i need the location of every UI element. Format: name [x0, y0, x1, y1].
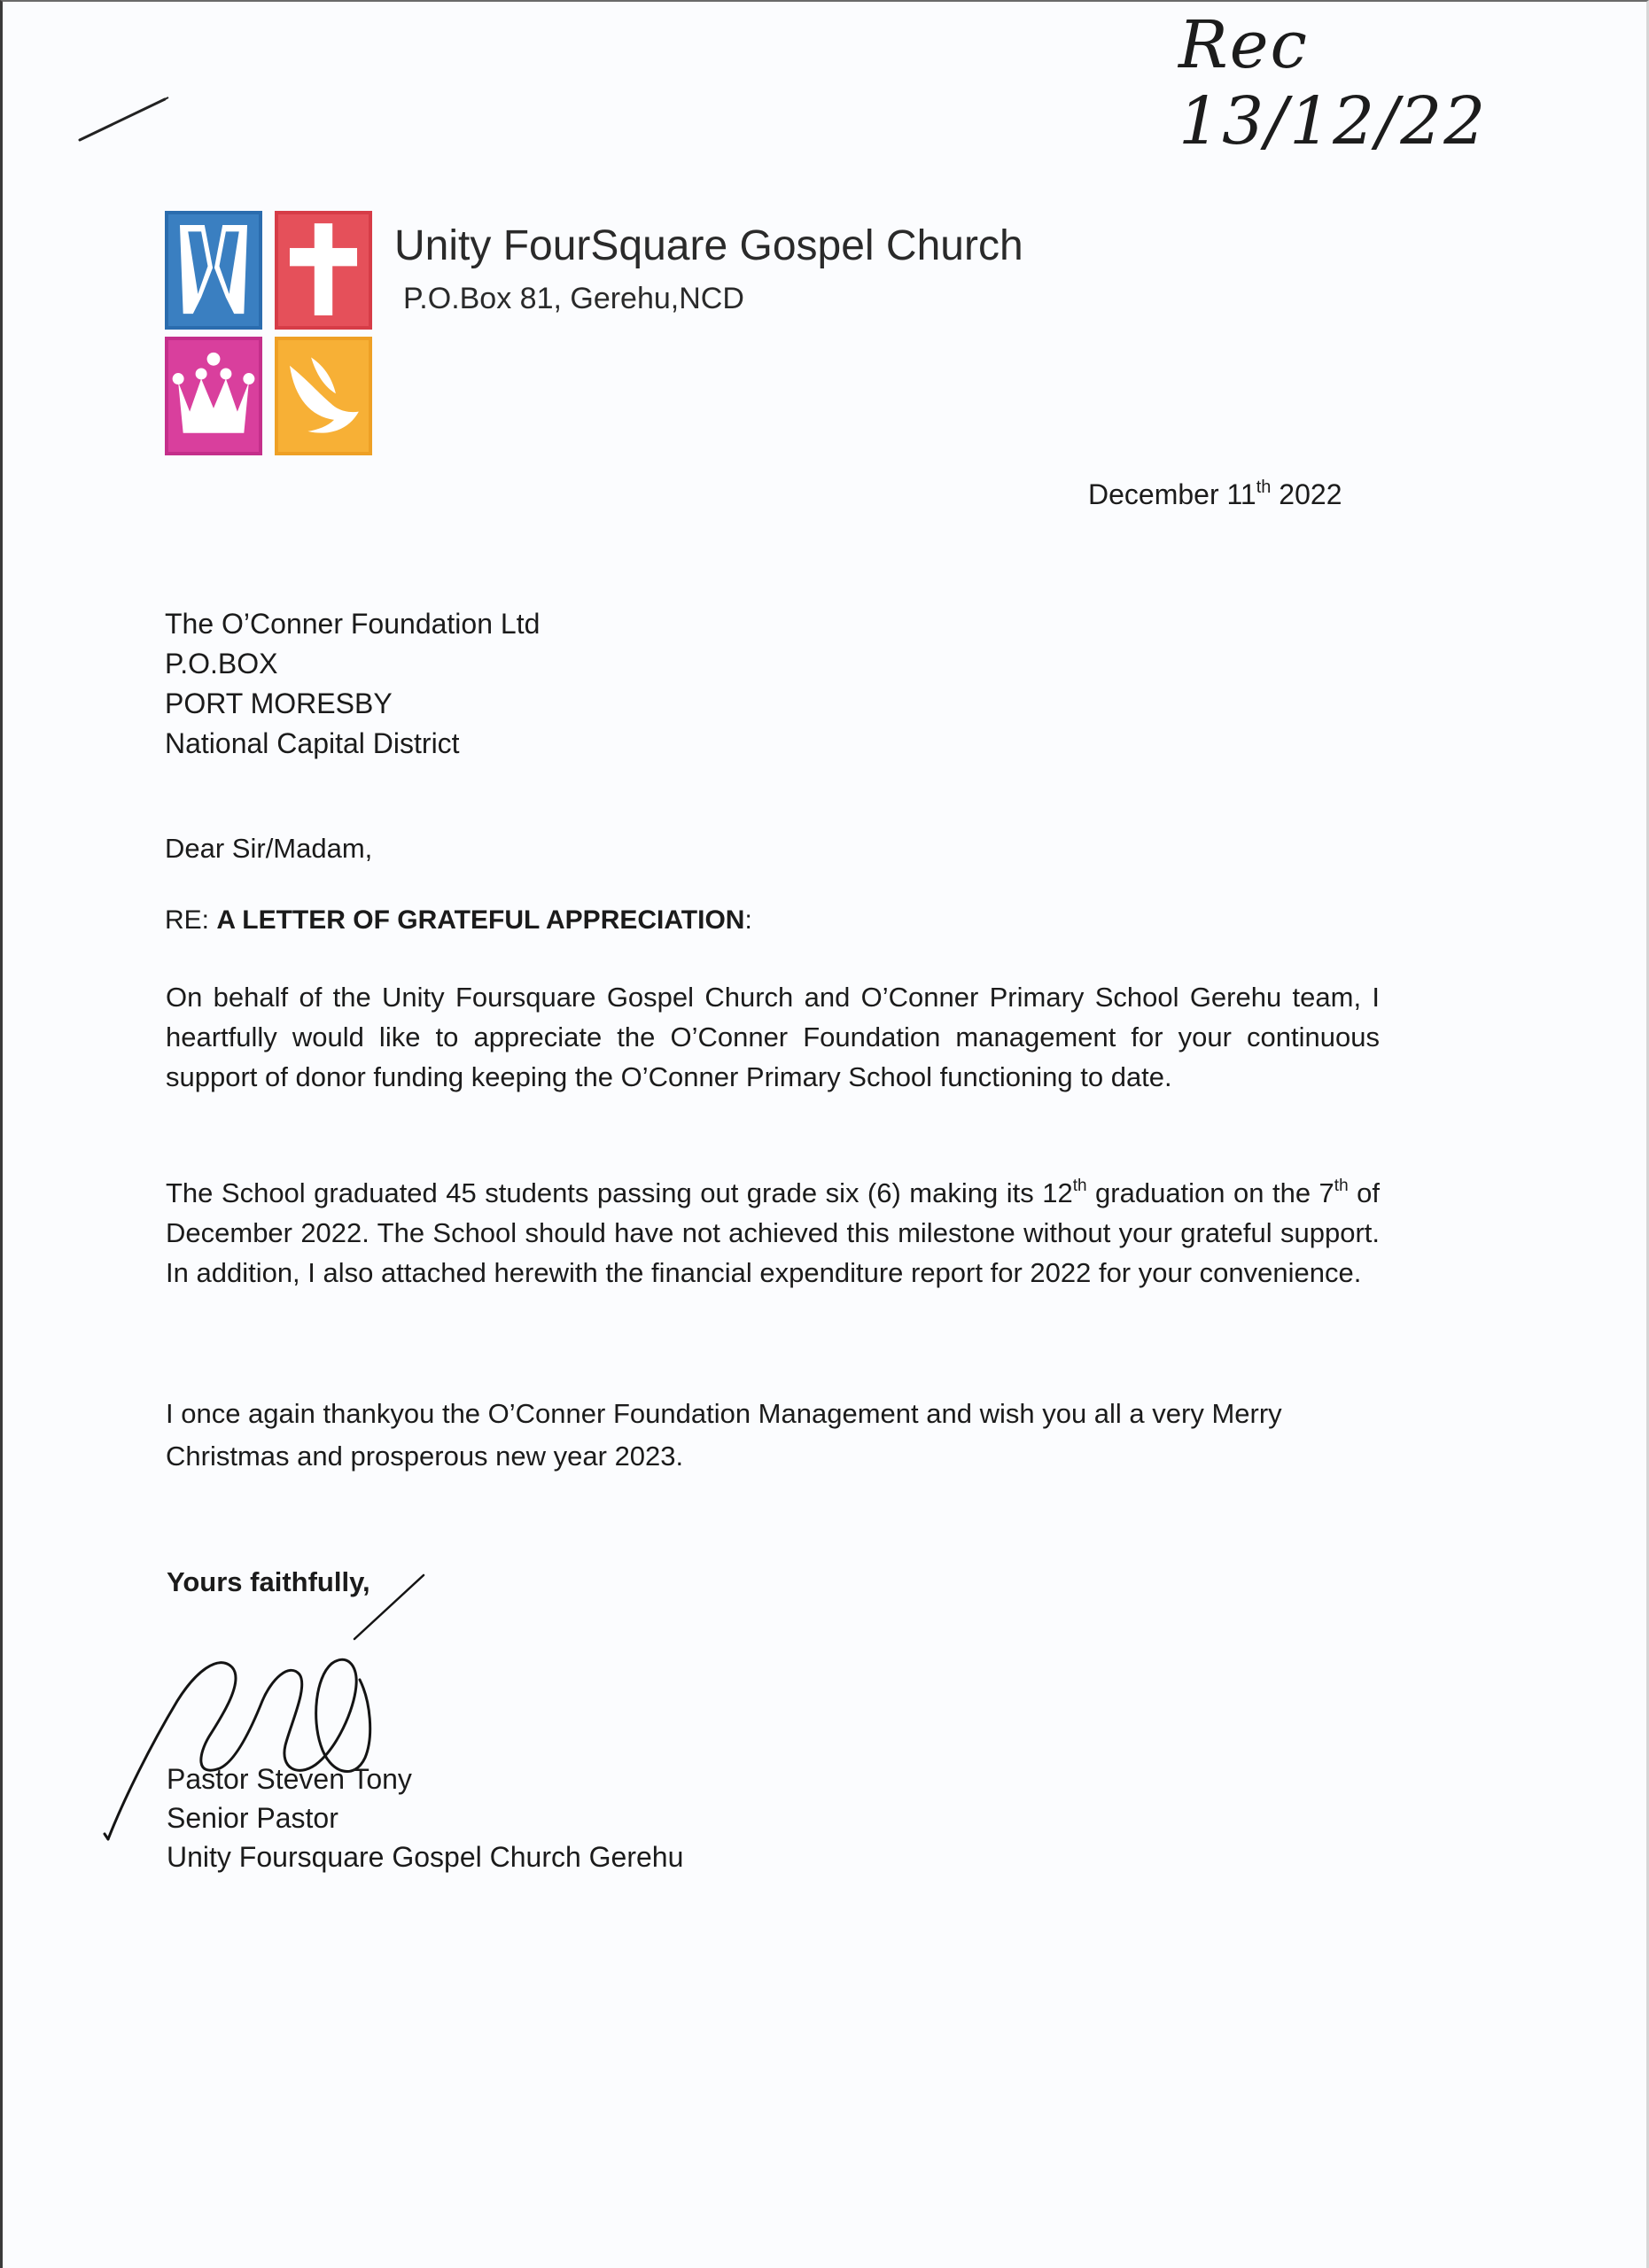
subject-line [165, 905, 752, 936]
date-prefix: December 11 [1088, 478, 1256, 510]
paragraph-text: graduation on the 7 [1086, 1177, 1334, 1208]
salutation: Dear Sir/Madam, [165, 833, 373, 864]
paragraph-text: of December 2022. The School should have not achieved this milestone without your grateful support. In addition, I also attached herewith the financial expenditure report for 2022 for your convenience. [166, 1177, 1380, 1288]
signatory-block [167, 1759, 683, 1876]
date-year: 2022 [1271, 478, 1342, 510]
ordinal-suffix: th [1334, 1177, 1349, 1195]
subject-prefix: RE: [165, 905, 217, 935]
organization-name: Unity FourSquare Gospel Church [394, 222, 1023, 269]
organization-address: P.O.Box 81, Gerehu,NCD [403, 282, 744, 315]
body-paragraph: On behalf of the Unity Foursquare Gospel Church and O’Conner Primary School Gerehu team, I heartfully would like to appreciate the O’Conner Foundation management for your continuous support of donor funding keeping the O’Conner Primary School functioning to date. [166, 982, 1380, 1092]
pen-mark [76, 92, 174, 145]
crown-icon [165, 337, 262, 455]
signatory-name: Pastor Steven Tony [167, 1763, 412, 1795]
date-suffix: th [1256, 478, 1272, 497]
subject-title: A LETTER OF GRATEFUL APPRECIATION [216, 905, 745, 935]
signatory-organization: Unity Foursquare Gospel Church Gerehu [167, 1841, 684, 1873]
dove-icon [275, 337, 372, 455]
cup-icon [165, 211, 262, 330]
recipient-line: PORT MORESBY [165, 687, 393, 719]
closing: Yours faithfully, [167, 1566, 370, 1597]
ordinal-suffix: th [1072, 1177, 1087, 1195]
paragraph-text: The School graduated 45 students passing out grade six (6) making its 12 [166, 1177, 1073, 1208]
signatory-title: Senior Pastor [167, 1802, 338, 1834]
cross-icon [275, 211, 372, 330]
letter-date [1088, 478, 1342, 511]
subject-suffix: : [744, 905, 752, 935]
recipient-line: National Capital District [165, 727, 460, 759]
church-logo [165, 211, 374, 455]
body-paragraph [166, 1173, 1380, 1293]
recipient-address [165, 604, 540, 764]
received-stamp-handwritten: Rec 13/12/22 [1178, 7, 1488, 159]
recipient-line: The O’Conner Foundation Ltd [165, 608, 541, 640]
body-paragraph: I once again thankyou the O’Conner Foundation Management and wish you all a very Merry Christmas and prosperous new year 2023. [166, 1398, 1282, 1472]
recipient-line: P.O.BOX [165, 648, 278, 680]
